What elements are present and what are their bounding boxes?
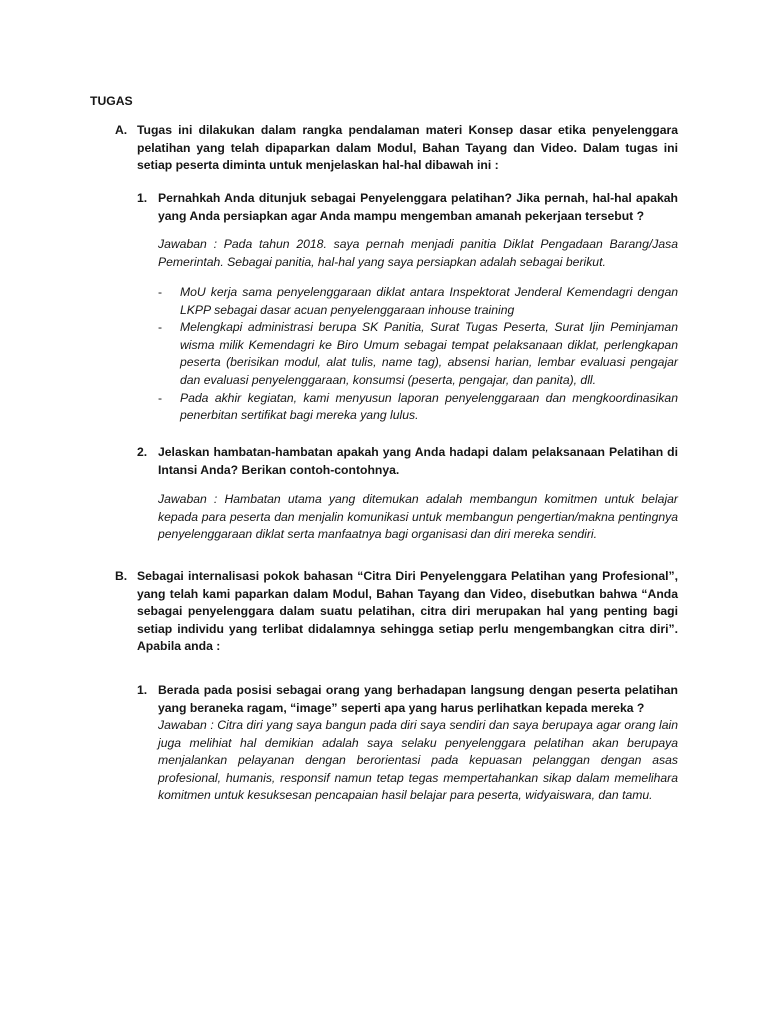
dash-bullet-icon: -	[158, 285, 163, 299]
section-b-item-1-question: Berada pada posisi sebagai orang yang berhadapan langsung dengan peserta pelatihan yang beraneka ragam, “image” seperti apa yang harus perlihatkan kepada mereka ?	[158, 683, 678, 715]
section-a-item-1-number: 1.	[137, 191, 148, 205]
list-item	[158, 390, 678, 425]
list-item	[158, 319, 678, 389]
section-b-item-1-number: 1.	[137, 683, 148, 697]
section-b-item-1-answer: Jawaban : Citra diri yang saya bangun pada diri saya sendiri dan saya berupaya agar orang lain juga melihiat hal demikian adalah saya selaku penyelenggara pelatihan akan berupaya menjalankan pelayanan dengan berorientasi pada kepuasan pelanggan dengan asas profesional, humanis, responsif namun tetap tegas mempertahankan sikap dalam memelihara komitmen untuk kesuksesan pencapaian hasil belajar para peserta, widyaiswara, dan tamu.	[158, 718, 678, 803]
section-a-intro: Tugas ini dilakukan dalam rangka pendalaman materi Konsep dasar etika penyelenggara pelatihan yang telah dipaparkan dalam Modul, Bahan Tayang dan Video. Dalam tugas ini setiap peserta diminta untuk menjelaskan hal-hal dibawah ini :	[137, 123, 678, 173]
list-item-text: MoU kerja sama penyelenggaraan diklat antara Inspektorat Jenderal Kemendagri dengan LKPP sebagai dasar acuan penyelenggaraan inhouse training	[180, 285, 678, 317]
dash-bullet-icon: -	[158, 320, 163, 335]
dash-bullet-icon: -	[158, 390, 163, 405]
section-b-intro: Sebagai internalisasi pokok bahasan “Citra Diri Penyelenggara Pelatihan yang Profesional”, yang telah kami paparkan dalam Modul, Bahan Tayang dan Video, disebutkan bahwa “Anda sebagai penyelenggara dalam suatu pelatihan, citra diri merupakan hal yang penting bagi setiap individu yang terlibat didalamnya sehingga setiap perlu mengembangkan citra diri”. Apabila anda :	[137, 569, 678, 654]
section-a-item-2-number: 2.	[137, 445, 148, 459]
document-title: TUGAS	[90, 94, 133, 108]
list-item-text: Melengkapi administrasi berupa SK Panitia, Surat Tugas Peserta, Surat Ijin Peminjaman wisma milik Kemendagri ke Biro Umum sebagai tempat pelaksanaan diklat, perlengkapan peserta (berisikan modul, alat tulis, name tag), absensi harian, lembar evaluasi pengajar dan evaluasi penyelenggaraan, konsumsi (peserta, pengajar, dan panita), dll.	[180, 320, 678, 387]
list-item	[158, 284, 678, 319]
section-a-letter: A.	[115, 123, 128, 137]
section-a-item-1-answer: Jawaban : Pada tahun 2018. saya pernah menjadi panitia Diklat Pengadaan Barang/Jasa Pemerintah. Sebagai panitia, hal-hal yang saya persiapkan adalah sebagai berikut.	[158, 237, 678, 269]
section-a-item-1-bullet-list	[158, 284, 678, 425]
list-item-text: Pada akhir kegiatan, kami menyusun laporan penyelenggaraan dan mengkoordinasikan penerbitan sertifikat bagi mereka yang lulus.	[180, 390, 678, 423]
section-a-item-1-question: Pernahkah Anda ditunjuk sebagai Penyelenggara pelatihan? Jika pernah, hal-hal apakah yang Anda persiapkan agar Anda mampu mengemban amanah pekerjaan tersebut ?	[158, 191, 678, 223]
section-b-letter: B.	[115, 569, 128, 583]
section-a-item-2-question: Jelaskan hambatan-hambatan apakah yang Anda hadapi dalam pelaksanaan Pelatihan di Intansi Anda? Berikan contoh-contohnya.	[158, 445, 678, 477]
section-a-item-2-answer: Jawaban : Hambatan utama yang ditemukan adalah membangun komitmen untuk belajar kepada para peserta dan menjalin komunikasi untuk membangun pengertian/makna pentingnya penyelenggaraan diklat serta manfaatnya bagi organisasi dan diri mereka sendiri.	[158, 492, 678, 542]
